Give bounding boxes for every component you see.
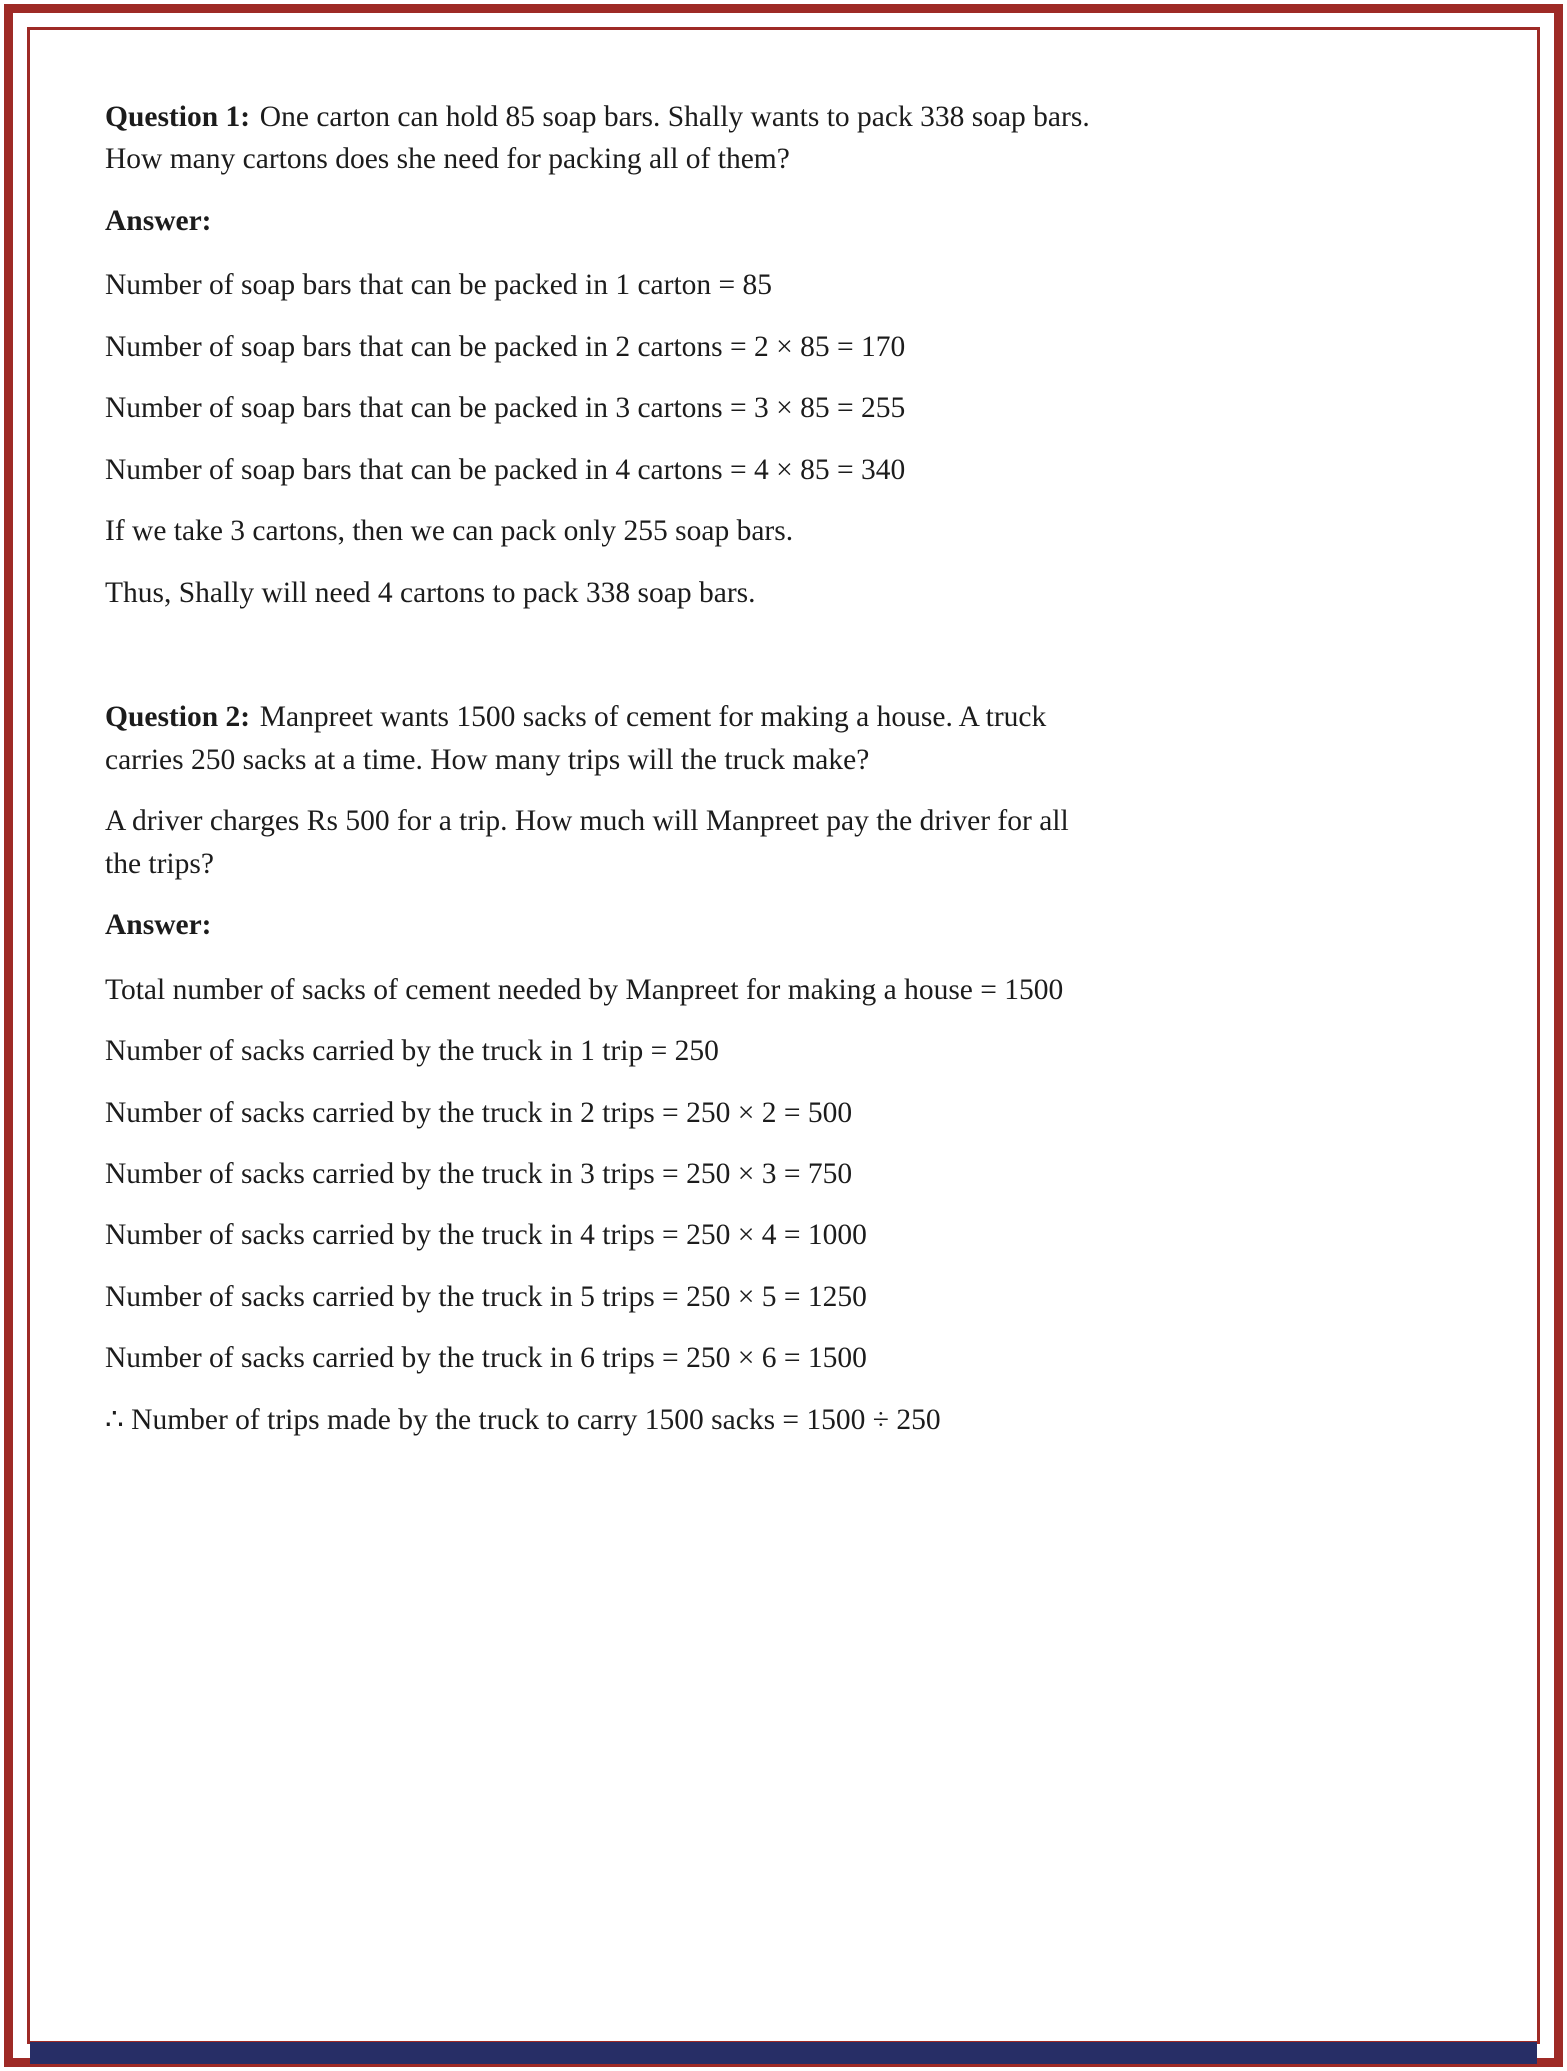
question-1-text: One carton can hold 85 soap bars. Shally wants to pack 338 soap bars. How many cartons does she need for packing all of them? [105,101,1090,176]
bottom-blue-bar [30,2042,1537,2064]
answer-line: ∴ Number of trips made by the truck to carry 1500 sacks = 1500 ÷ 250 [105,1403,941,1436]
answer-line: Number of sacks carried by the truck in 3 trips = 250 × 3 = 750 [105,1157,853,1190]
answer-2-label: Answer: [105,909,212,942]
question-2-label: Question 2: [105,701,251,734]
question-1-section [105,96,1097,614]
answer-line: Number of soap bars that can be packed in 2 cartons = 2 × 85 = 170 [105,330,906,363]
answer-line: Number of soap bars that can be packed in 3 cartons = 3 × 85 = 255 [105,392,906,425]
answer-line: Number of sacks carried by the truck in 5 trips = 250 × 5 = 1250 [105,1280,867,1313]
answer-line: Number of soap bars that can be packed in 1 carton = 85 [105,269,773,302]
page-content [105,96,1097,1460]
question-2-paragraph [105,696,1097,781]
answer-line: Total number of sacks of cement needed by Manpreet for making a house = 1500 [105,973,1064,1006]
question-2-extra-paragraph: A driver charges Rs 500 for a trip. How much will Manpreet pay the driver for all the trips? [105,805,1069,880]
question-2-text: Manpreet wants 1500 sacks of cement for making a house. A truck carries 250 sacks at a time. How many trips will the truck make? [105,701,1047,776]
answer-line: If we take 3 cartons, then we can pack only 255 soap bars. [105,515,794,548]
answer-line: Number of sacks carried by the truck in 2 trips = 250 × 2 = 500 [105,1096,853,1129]
answer-1-label: Answer: [105,204,212,237]
answer-line: Thus, Shally will need 4 cartons to pack 338 soap bars. [105,576,756,609]
answer-line: Number of sacks carried by the truck in 1 trip = 250 [105,1035,719,1068]
answer-line: Number of sacks carried by the truck in 6 trips = 250 × 6 = 1500 [105,1342,867,1375]
answer-line: Number of sacks carried by the truck in 4 trips = 250 × 4 = 1000 [105,1219,867,1252]
question-1-label: Question 1: [105,101,251,133]
question-1-paragraph [105,96,1097,181]
answer-line: Number of soap bars that can be packed in 4 cartons = 4 × 85 = 340 [105,453,906,486]
question-2-section [105,696,1097,1441]
